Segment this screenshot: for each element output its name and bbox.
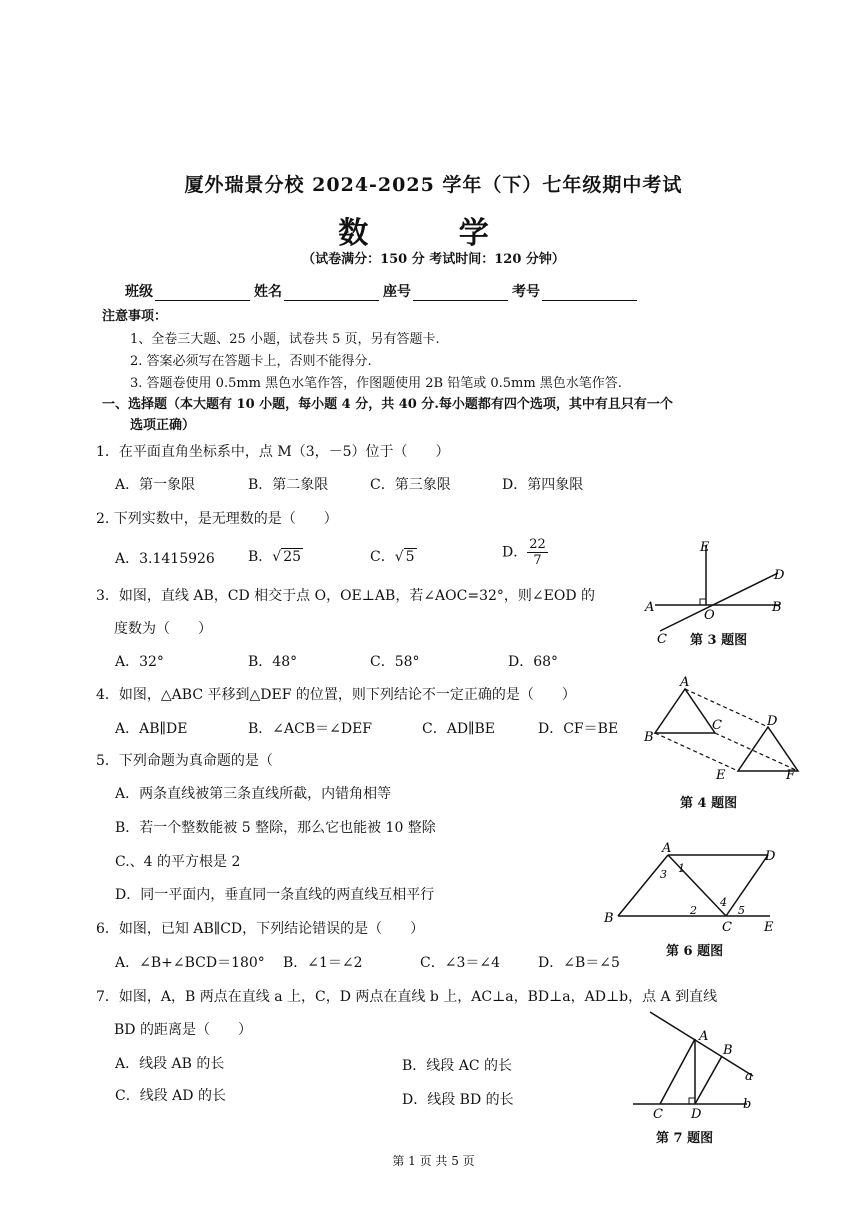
fig6-label-3: 3: [660, 868, 667, 881]
fig6-label-1: 1: [678, 862, 685, 875]
q5-option-a[interactable]: A．两条直线被第三条直线所截，内错角相等: [115, 786, 392, 802]
q4-option-a[interactable]: A．AB∥DE: [115, 721, 188, 737]
q7-option-c[interactable]: C．线段 AD 的长: [115, 1088, 226, 1104]
q2-option-b-label: B．: [248, 549, 273, 565]
q1-option-c[interactable]: C．第三象限: [370, 477, 451, 493]
class-blank[interactable]: [155, 286, 250, 301]
q6-option-b[interactable]: B．∠1＝∠2: [283, 955, 363, 971]
q4-option-c[interactable]: C．AD∥BE: [422, 721, 496, 737]
fig4-label-b: B: [644, 730, 654, 745]
q7-option-d[interactable]: D．线段 BD 的长: [402, 1092, 514, 1108]
notice-heading: 注意事项：: [102, 309, 168, 324]
question-2-stem: 2. 下列实数中，是无理数的是（ ）: [96, 511, 338, 527]
question-5-stem: 5．下列命题为真命题的是（: [96, 753, 273, 769]
q5-option-b[interactable]: B．若一个整数能被 5 整除，那么它也能被 10 整除: [115, 820, 436, 836]
class-label: 班级: [125, 284, 153, 300]
notice-item: 3. 答题卷使用 0.5mm 黑色水笔作答，作图题使用 2B 铅笔或 0.5mm 黑色水笔作答.: [130, 376, 622, 391]
q2-option-c-radicand: 5: [405, 549, 415, 565]
q6-option-d[interactable]: D．∠B＝∠5: [538, 955, 620, 971]
fig4-label-d: D: [767, 714, 778, 729]
fig6-label-2: 2: [690, 904, 697, 917]
fig6-label-a: A: [662, 841, 672, 856]
q3-option-b[interactable]: B．48°: [248, 654, 298, 670]
q6-option-c[interactable]: C．∠3＝∠4: [420, 955, 500, 971]
q2-option-c-label: C．: [370, 549, 395, 565]
exam-info: （试卷满分：150 分 考试时间：120 分钟）: [302, 252, 565, 267]
fig6-label-5: 5: [738, 904, 745, 917]
fig4-label-c: C: [712, 718, 722, 733]
q1-option-b[interactable]: B．第二象限: [248, 477, 329, 493]
question-7-stem-cont: BD 的距离是（ ）: [114, 1022, 252, 1038]
q5-option-d[interactable]: D．同一平面内，垂直同一条直线的两直线互相平行: [115, 887, 435, 903]
question-3-stem: 3．如图，直线 AB，CD 相交于点 O，OE⊥AB，若∠AOC=32°，则∠EOD 的: [96, 588, 596, 604]
fraction-denominator: 7: [533, 553, 542, 568]
fig3-label-a: A: [645, 600, 655, 615]
notice-item: 2. 答案必须写在答题卡上，否则不能得分.: [130, 354, 372, 369]
q2-option-d-label: D．: [502, 544, 528, 561]
seat-label: 座号: [383, 284, 411, 300]
fig3-label-o: O: [704, 608, 715, 623]
fig3-label-e: E: [700, 540, 710, 555]
fig7-label-c: C: [653, 1107, 663, 1122]
q7-caption: 第 7 题图: [656, 1131, 714, 1146]
q3-caption: 第 3 题图: [690, 633, 748, 648]
q5-option-c[interactable]: C.、4 的平方根是 2: [115, 854, 241, 870]
page-number: 第 1 页 共 5 页: [392, 1154, 475, 1168]
fig7-label-b: B: [723, 1043, 733, 1058]
fig7-label-d: D: [691, 1107, 702, 1122]
fig3-label-b: B: [772, 600, 782, 615]
question-3-stem-cont: 度数为（ ）: [114, 621, 212, 637]
q2-option-d[interactable]: [502, 537, 548, 568]
section-heading: 一、选择题（本大题有 10 小题，每小题 4 分，共 40 分.每小题都有四个选项，其中有且只有一个: [102, 397, 673, 412]
q1-option-a[interactable]: A．第一象限: [115, 477, 196, 493]
q4-figure: [640, 673, 825, 785]
q1-option-d[interactable]: D．第四象限: [502, 477, 584, 493]
q4-option-d[interactable]: D．CF＝BE: [538, 721, 619, 737]
q2-option-a[interactable]: A．3.1415926: [115, 551, 215, 567]
q4-option-b[interactable]: B．∠ACB＝∠DEF: [248, 721, 373, 737]
q2-option-b[interactable]: [248, 546, 303, 566]
fraction-numerator: 22: [529, 537, 546, 552]
exam-title: 厦外瑞景分校 2024-2025 学年（下）七年级期中考试: [184, 174, 683, 196]
fig4-label-a: A: [680, 675, 690, 690]
name-blank[interactable]: [284, 286, 379, 301]
q3-option-c[interactable]: C．58°: [370, 654, 420, 670]
question-4-stem: 4．如图，△ABC 平移到△DEF 的位置，则下列结论不一定正确的是（ ）: [96, 687, 576, 703]
fig4-label-e: E: [716, 768, 726, 783]
sqrt-icon: √: [394, 549, 404, 565]
q4-caption: 第 4 题图: [680, 796, 738, 811]
q7-figure: [625, 1008, 760, 1123]
q6-option-a[interactable]: A．∠B+∠BCD＝180°: [115, 955, 265, 971]
fraction: [527, 537, 548, 568]
question-6-stem: 6．如图，已知 AB∥CD，下列结论错误的是（ ）: [96, 921, 425, 937]
exam-no-label: 考号: [512, 284, 540, 300]
fig6-label-4: 4: [720, 896, 727, 909]
seat-blank[interactable]: [413, 286, 508, 301]
q3-option-d[interactable]: D．68°: [508, 654, 559, 670]
fig6-label-c: C: [722, 920, 732, 935]
fig3-label-c: C: [657, 632, 667, 647]
fig7-label-a: A: [699, 1029, 709, 1044]
student-fields: [125, 281, 641, 301]
fig6-label-e: E: [764, 920, 774, 935]
q6-caption: 第 6 题图: [666, 944, 724, 959]
question-7-stem: 7．如图，A，B 两点在直线 a 上，C，D 两点在直线 b 上，AC⊥a，BD⊥a，AD⊥b，点 A 到直线: [96, 989, 718, 1005]
notice-item: 1、全卷三大题、25 小题，试卷共 5 页，另有答题卡.: [130, 332, 440, 347]
fig6-label-d: D: [765, 849, 776, 864]
q7-option-a[interactable]: A．线段 AB 的长: [115, 1056, 225, 1072]
name-label: 姓名: [254, 284, 282, 300]
q3-option-a[interactable]: A．32°: [115, 654, 164, 670]
q2-option-b-radicand: 25: [283, 549, 302, 565]
q7-option-b[interactable]: B．线段 AC 的长: [402, 1058, 513, 1074]
fig6-label-b: B: [604, 911, 614, 926]
exam-no-blank[interactable]: [542, 286, 637, 301]
fig7-label-line-b: b: [743, 1097, 752, 1112]
q2-option-c[interactable]: [370, 546, 417, 566]
fig7-label-line-a: a: [745, 1069, 753, 1084]
subject-title: 数 学: [338, 216, 529, 251]
sqrt-icon: √: [272, 549, 282, 565]
question-1-stem: 1．在平面直角坐标系中，点 M（3，－5）位于（ ）: [96, 444, 450, 460]
fig4-label-f: F: [786, 768, 796, 783]
section-heading-cont: 选项正确）: [130, 418, 196, 433]
q6-figure: [598, 838, 788, 938]
fig3-label-d: D: [774, 568, 785, 583]
